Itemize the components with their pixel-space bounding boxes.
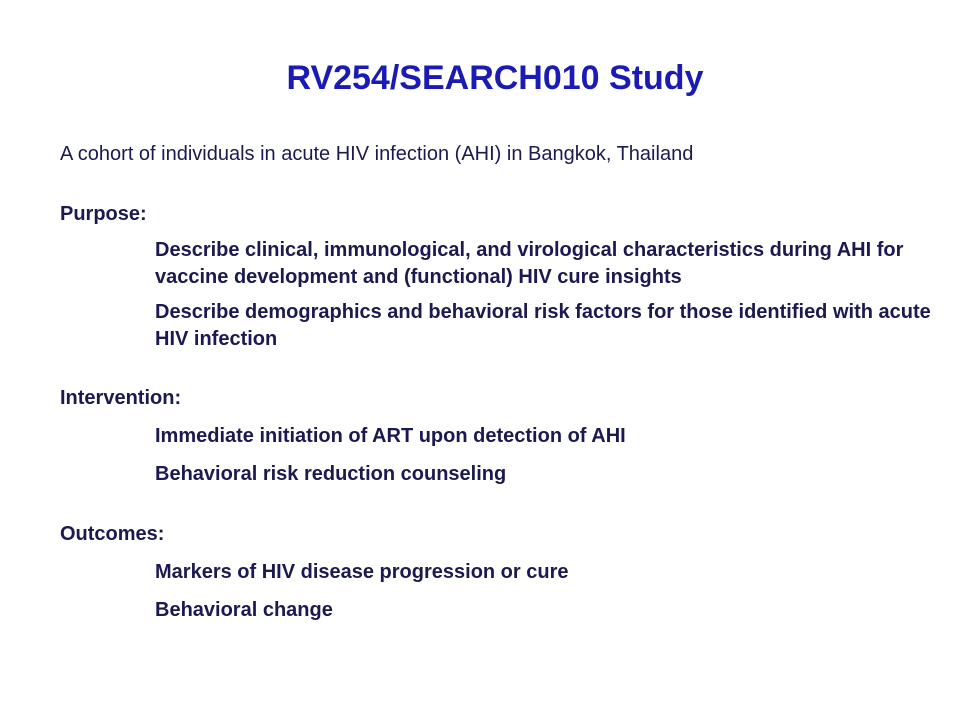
intervention-item-1: Immediate initiation of ART upon detection of AHI [155,425,626,447]
slide-body [60,139,940,625]
purpose-item-1: Describe clinical, immunological, and virological characteristics during AHI for vaccine development and (functional) HIV cure insights [155,239,904,288]
section-heading-outcomes: Outcomes: [60,523,165,545]
section-heading-intervention: Intervention: [60,387,182,409]
intro-text: A cohort of individuals in acute HIV infection (AHI) in Bangkok, Thailand [60,143,694,165]
purpose-item-2: Describe demographics and behavioral risk factors for those identified with acute HIV infection [155,301,931,350]
section-heading-purpose: Purpose: [60,203,147,225]
slide-title: RV254/SEARCH010 Study [286,59,704,97]
outcomes-item-1: Markers of HIV disease progression or cure [155,561,569,583]
outcomes-item-2: Behavioral change [155,599,333,621]
intervention-item-2: Behavioral risk reduction counseling [155,463,507,485]
